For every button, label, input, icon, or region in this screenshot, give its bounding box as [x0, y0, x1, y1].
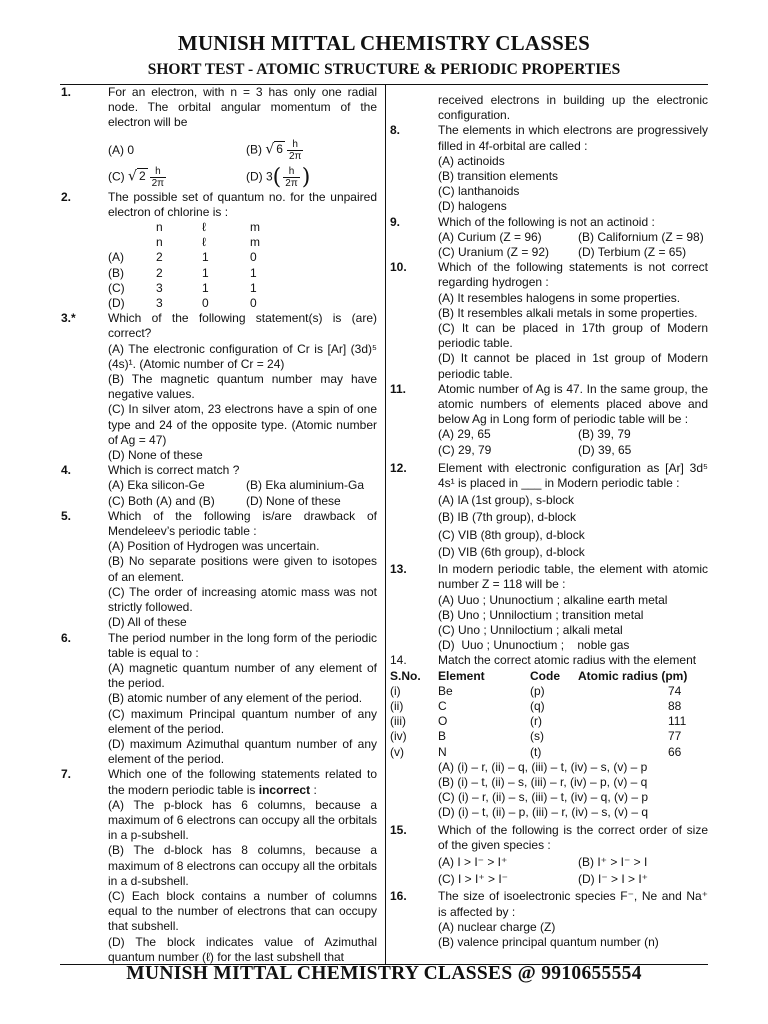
- option-b: (B) valence principal quantum number (n): [438, 934, 659, 949]
- option-b: (B) atomic number of any element of the period.: [108, 691, 363, 706]
- question-number: 8.: [390, 123, 401, 138]
- option-d: (D) (i) – t, (ii) – p, (iii) – r, (iv) – s, (v) – q: [438, 805, 649, 820]
- col-head-code: Code: [530, 668, 560, 683]
- question-number: 9.: [390, 214, 401, 229]
- option-a: (A) (i) – r, (ii) – q, (iii) – t, (iv) – s, (v) – p: [438, 759, 648, 774]
- option-a: (A) Uuo ; Ununoctium ; alkaline earth metal: [438, 592, 668, 607]
- question-text: The elements in which electrons are progressively filled in 4f-orbital are called :: [438, 123, 708, 153]
- col-head-m: m: [250, 220, 260, 235]
- col-head-l: ℓ: [202, 220, 206, 235]
- option-a: (A) actinoids: [438, 153, 505, 168]
- question-number: 6.: [61, 630, 72, 645]
- option-c: (C) Uranium (Z = 92): [438, 245, 550, 260]
- option-c: (C) VIB (8th group), d-block: [438, 527, 585, 542]
- col-head-sno: S.No.: [390, 668, 421, 683]
- option-d: (D) It cannot be placed in 1st group of Modern periodic table.: [438, 351, 708, 381]
- question-14-options: [390, 760, 708, 821]
- option-b: (B) No separate positions were given to isotopes of an element.: [108, 554, 377, 584]
- option-a: (A) Curium (Z = 96): [438, 229, 542, 244]
- option-d: (D) 3( $\frac{h}{2\pi}$ ): [246, 164, 311, 190]
- option-d: (D) The block indicates value of Azimuthal quantum number (ℓ) for the last subshell that: [108, 934, 377, 964]
- option-c: (C) In silver atom, 23 electrons have a spin of one type and 24 of the opposite type. (Atomic number of Ag = 47): [108, 402, 377, 447]
- question-6: [61, 631, 377, 768]
- option-d: (D) None of these: [108, 448, 203, 463]
- option-b: (B) The d-block has 8 columns, because a maximum of 8 electrons can occupy all the orbitals in a d-subshell.: [108, 843, 377, 888]
- question-text: Element with electronic configuration as [Ar] 3d⁵ 4s¹ is placed in ___ in Modern periodic table :: [438, 460, 708, 491]
- option-b: (B) (i) – t, (ii) – s, (iii) – r, (iv) – p, (v) – q: [438, 774, 648, 789]
- question-number: 11.: [390, 381, 407, 396]
- option-d: (D) I⁻ > I > I⁺: [578, 872, 649, 887]
- option-c: (C) I > I⁺ > I⁻: [438, 872, 509, 887]
- option-b: (B) It resembles alkali metals in some properties.: [438, 305, 698, 320]
- option-c: (C) The order of increasing atomic mass was not strictly followed.: [108, 584, 377, 615]
- option-d-continued: received electrons in building up the electronic configuration.: [438, 93, 708, 123]
- question-text: Which one of the following statements related to the modern periodic table is incorrect :: [108, 767, 377, 797]
- question-text: Atomic number of Ag is 47. In the same group, the atomic numbers of elements placed above and below Ag in Long form of periodic table will be :: [438, 381, 708, 427]
- col-head-radius: Atomic radius (pm): [578, 668, 688, 683]
- option-a: (A) 0: [108, 142, 135, 157]
- option-b: (B) The magnetic quantum number may have negative values.: [108, 372, 377, 402]
- question-text: In modern periodic table, the element with atomic number Z = 118 will be :: [438, 562, 708, 592]
- atomic-radius-table: S.No. Element Code Atomic radius (pm) (i) Be (p) 74 (ii) C (q) 88 (iii) O (r) 111 (iv) B (s) 77 (v) N (t) 66: [390, 669, 708, 760]
- option-b: (B) transition elements: [438, 169, 559, 184]
- option-b: (B) √ 6 $\frac{h}{2\pi}$: [246, 138, 302, 162]
- question-8: [390, 123, 708, 214]
- option-a: (A) I > I⁻ > I⁺: [438, 854, 508, 869]
- option-c: (C) 29, 79: [438, 442, 492, 457]
- question-11: [390, 382, 708, 458]
- question-number: 7.: [61, 767, 72, 782]
- question-1: [61, 85, 377, 189]
- question-number: 15.: [390, 822, 407, 837]
- option-d: (D) halogens: [438, 199, 507, 214]
- option-a: (A) magnetic quantum number of any element of the period.: [108, 660, 377, 691]
- question-13: [390, 562, 708, 653]
- question-number: 1.: [61, 85, 72, 99]
- col-head-element: Element: [438, 668, 485, 683]
- question-14: [390, 653, 708, 668]
- option-b: (B) 39, 79: [578, 427, 631, 442]
- question-text: Match the correct atomic radius with the element: [438, 653, 697, 668]
- question-number: 5.: [61, 508, 72, 523]
- col-head-n: n: [156, 220, 163, 235]
- question-4: [61, 463, 377, 509]
- question-number: 4.: [61, 463, 72, 478]
- question-7-continued: [390, 93, 708, 123]
- option-a: (A) Position of Hydrogen was uncertain.: [108, 539, 320, 554]
- question-number: 3.*: [61, 311, 76, 326]
- question-text: The possible set of quantum no. for the unpaired electron of chlorine is :: [108, 189, 377, 219]
- question-number: 12.: [390, 460, 407, 475]
- option-a: (A) It resembles halogens in some properties.: [438, 290, 681, 305]
- question-text: Which is correct match ?: [108, 463, 240, 478]
- question-number: 10.: [390, 260, 407, 275]
- column-divider: [385, 84, 386, 964]
- question-text: Which of the following is not an actinoid :: [438, 214, 655, 229]
- option-a: (A) IA (1st group), s-block: [438, 493, 575, 508]
- question-16: [390, 889, 708, 950]
- option-d: (D) None of these: [246, 493, 341, 508]
- option-c: (C) Uno ; Unniloctium ; alkali metal: [438, 622, 623, 637]
- quantum-number-table: n ℓ m n ℓ m (A) 2 1 0 (B) 2 1 1 (C) 3 1 1 (D) 3 0 0: [108, 220, 377, 311]
- option-a: (A) 29, 65: [438, 427, 491, 442]
- question-text: Which of the following statements is not correct regarding hydrogen :: [438, 260, 708, 290]
- option-a: (A) nuclear charge (Z): [438, 919, 556, 934]
- option-b: (B) Eka aluminium-Ga: [246, 478, 365, 493]
- question-number: 14.: [390, 653, 407, 668]
- option-d: (D) Uuo ; Ununoctium ; noble gas: [438, 638, 630, 653]
- option-b: (B) IB (7th group), d-block: [438, 510, 577, 525]
- question-10: [390, 260, 708, 382]
- option-c: (C) lanthanoids: [438, 184, 520, 199]
- option-c: (C) It can be placed in 17th group of Modern periodic table.: [438, 321, 708, 351]
- question-text: Which of the following is the correct order of size of the given species :: [438, 822, 708, 852]
- question-text: The period number in the long form of the periodic table is equal to :: [108, 630, 377, 660]
- question-15: [390, 823, 708, 888]
- option-c: (C) maximum Principal quantum number of any element of the period.: [108, 706, 377, 736]
- question-text: Which of the following statement(s) is (are) correct?: [108, 311, 377, 341]
- right-column: [390, 93, 708, 950]
- question-number: 2.: [61, 189, 72, 204]
- question-2: [61, 190, 377, 312]
- question-text: Which of the following is/are drawback of Mendeleev’s periodic table :: [108, 508, 377, 539]
- question-3: [61, 311, 377, 463]
- option-c: (C) Both (A) and (B): [108, 493, 215, 508]
- option-d: (D) 39, 65: [578, 442, 632, 457]
- option-b: (B) Californium (Z = 98): [578, 229, 704, 244]
- option-d: (D) All of these: [108, 615, 187, 630]
- question-text: For an electron, with n = 3 has only one radial node. The orbital angular momentum of the electron will be: [108, 85, 377, 130]
- option-a: (A) The p-block has 6 columns, because a maximum of 6 electrons can occupy all the orbitals in a p-subshell.: [108, 797, 377, 843]
- question-12: [390, 461, 708, 560]
- question-number: 13.: [390, 562, 407, 577]
- option-d: (D) maximum Azimuthal quantum number of any element of the period.: [108, 736, 377, 767]
- option-b: (B) Uno ; Unniloctium ; transition metal: [438, 607, 644, 622]
- question-text: The size of isoelectronic species F⁻, Ne and Na⁺ is affected by :: [438, 889, 708, 919]
- question-number: 16.: [390, 889, 407, 904]
- page-title: MUNISH MITTAL CHEMISTRY CLASSES: [177, 31, 591, 55]
- page-subtitle: SHORT TEST - ATOMIC STRUCTURE & PERIODIC PROPERTIES: [147, 61, 621, 78]
- left-column: [61, 85, 377, 965]
- option-a: (A) The electronic configuration of Cr is [Ar] (3d)⁵ (4s)¹. (Atomic number of Cr = 24): [108, 341, 377, 371]
- option-d: (D) VIB (6th group), d-block: [438, 544, 585, 559]
- option-c: (C) (i) – r, (ii) – s, (iii) – t, (iv) – q, (v) – p: [438, 790, 649, 805]
- option-d: (D) Terbium (Z = 65): [578, 245, 687, 260]
- question-7: [61, 767, 377, 965]
- option-b: (B) I⁺ > I⁻ > I: [578, 854, 648, 869]
- emphasis-incorrect: incorrect: [258, 782, 311, 797]
- option-c: (C) Each block contains a number of columns equal to the number of electrons that can occupy that subshell.: [108, 888, 377, 934]
- option-a: (A) Eka silicon-Ge: [108, 478, 205, 493]
- question-9: [390, 215, 708, 261]
- page-footer: MUNISH MITTAL CHEMISTRY CLASSES @ 9910655554: [126, 963, 642, 984]
- question-5: [61, 509, 377, 631]
- option-c: (C) √ 2 $\frac{h}{2\pi}$: [108, 165, 165, 189]
